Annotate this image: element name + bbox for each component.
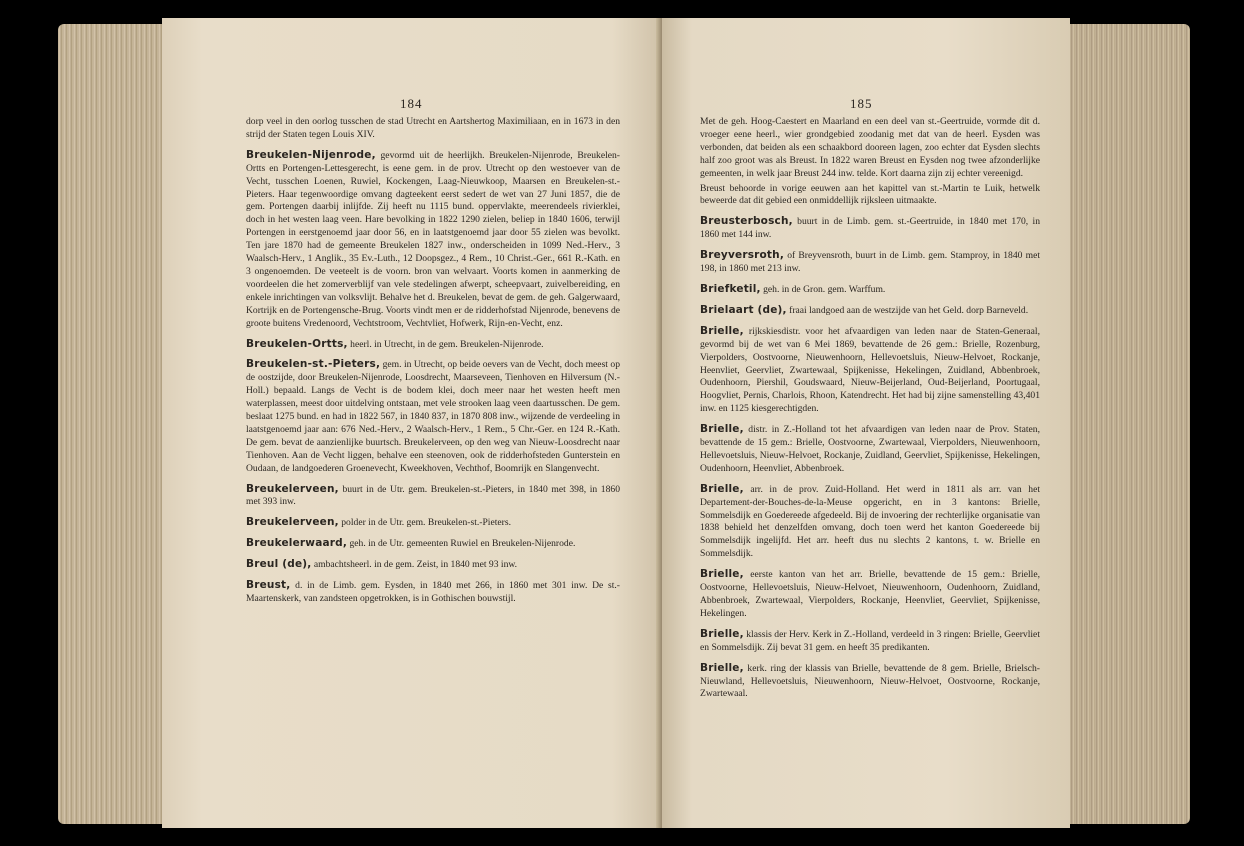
- entry: [700, 215, 1040, 242]
- entry: [700, 249, 1040, 276]
- entry-text: kerk. ring der klassis van Brielle, bevattende de 8 gem. Brielle, Brielsch-Nieuwland, Hellevoetsluis, Nieuwenhoorn, Nieuw-Helvoet, Oostvoorne, Rockanje, Zwartewaal.: [700, 662, 1040, 700]
- right-page: [662, 18, 1070, 828]
- entry: [700, 662, 1040, 702]
- headword: Breukelerveen,: [246, 516, 339, 529]
- entry: [246, 149, 620, 331]
- entry: [246, 338, 620, 352]
- headword: Breukelerwaard,: [246, 537, 348, 550]
- entry-text: eerste kanton van het arr. Brielle, bevattende de 15 gem.: Brielle, Oostvoorne, Hellevoetsluis, Nieuw-Helvoet, Nieuwenhoorn, Oudenhoorn, Zuidland, Abbenbroek, Zwartewaal, Vierpolders, Rockanje, Heenvliet, Geervliet, Spijkenisse, Hekelingen.: [700, 569, 1040, 619]
- headword: Breusterbosch,: [700, 215, 793, 228]
- entry-text: polder in de Utr. gem. Breukelen-st.-Pieters.: [338, 517, 511, 529]
- entry: [246, 358, 620, 475]
- entry-text: ambachtsheerl. in de gem. Zeist, in 1840 met 93 inw.: [311, 559, 518, 571]
- entry: [700, 568, 1040, 621]
- entry: [700, 483, 1040, 561]
- headword: Breust,: [246, 579, 291, 592]
- entry-text: of Breyvensroth, buurt in de Limb. gem. Stamproy, in 1840 met 198, in 1860 met 213 inw.: [700, 250, 1040, 275]
- page-number: 184: [400, 96, 423, 111]
- paragraph: dorp veel in den oorlog tusschen de stad Utrecht en Aartshertog Maximiliaan, en in 1673 in den strijd der Staten tegen Louis XIV.: [246, 116, 620, 140]
- headword: Brielle,: [700, 482, 744, 495]
- headword: Brielle,: [700, 423, 744, 436]
- headword: Breyversroth,: [700, 249, 785, 262]
- entry: [700, 423, 1040, 476]
- entry-text: geh. in de Gron. gem. Warffum.: [760, 283, 886, 295]
- right-text-column: [700, 116, 1040, 708]
- entry: [700, 283, 1040, 297]
- entry: [246, 579, 620, 606]
- entry-text: gevormd uit de heerlijkh. Breukelen-Nijenrode, Breukelen-Ortts en Portengen-Lettesgerecht, is eene gem. in de prov. Utrecht op den westoever van de Vecht, tusschen Loenen, Ruwiel, Kockengen, Laag-Nieuwkoop, Maarsen en Breukelen-st.-Pieters. Haar tegenwoordige omvang dagteekent eerst sedert de wet van 27 Juni 1857, die de gem. Portengen daarbij inlijfde. Zij heeft nu 1115 bund. oppervlakte, meerendeels rivierklei, doch in het westen laag veen. Hare bevolking in 1822 1290 zielen, beliep in 1840 1606, terwijl Portengen in eerstgenoemd jaar door 56, en in laatstgenoemd jaar door 55 zielen was bevolkt. Ten jare 1870 had de gemeente Breukelen 1827 inw., onderscheiden in 1099 Ned.-Herv., 3 Waalsch-Herv., 1 Anglik., 35 Ev.-Luth., 12 Doopsgez., 4 Rem., 10 Christ.-Ger., 661 R.-Kath. en 3 ongenoemden. De veeteelt is de voorn. bron van welvaart. Voorts komen in aanmerking de voordeelen die het zomerverblijf van vele stedelingen afwerpt, scheepvaart, zuivelbereiding, en enkele inrichtingen van volksvlijt. Behalve het d. Breukelen, bevat de gem. de geh. Galgerwaard, Kortrijk en de Portengensche-Brug. Voorts vindt men er de ridderhofstad Nijenrode, benevens de groote buitens Vredenoord, Vechtstroom, Vechtvliet, Hofwerk, Rijn-en-Vecht, enz.: [246, 149, 620, 329]
- headword: Breukelen-st.-Pieters,: [246, 358, 381, 371]
- headword: Breukelerveen,: [246, 482, 339, 495]
- headword: Brielaart (de),: [700, 303, 787, 316]
- headword: Brielle,: [700, 568, 744, 581]
- entry: [700, 325, 1040, 416]
- entry-text: buurt in de Utr. gem. Breukelen-st.-Pieters, in 1840 met 398, in 1860 met 393 inw.: [246, 483, 620, 508]
- headword: Breukelen-Nijenrode,: [246, 148, 376, 161]
- page-number: 185: [850, 96, 873, 111]
- entry-text: klassis der Herv. Kerk in Z.-Holland, verdeeld in 3 ringen: Brielle, Geervliet en Sommelsdijk. Zij bevat 31 gem. en heeft 35 predikanten.: [700, 628, 1040, 653]
- headword: Brielle,: [700, 324, 744, 337]
- headword: Breukelen-Ortts,: [246, 337, 348, 350]
- entry: [700, 304, 1040, 318]
- entry: [246, 537, 620, 551]
- entry-text: gem. in Utrecht, op beide oevers van de Vecht, doch meest op de oostzijde, door Breukelen-Nijenrode, Loosdrecht, Maarseveen, Tienhoven en Hilversum (N.-Holl.) bepaald. Langs de Vecht is de bodem klei, doch meer naar het westen heeft men waterplassen, meest door uitdelving ontstaan, met vele strooken laag veen daartusschen. De gem. beslaat 1275 bund. en had in 1822 567, in 1840 837, in 1870 808 inw., wijzende de verdeeling in laatstgenoemd jaar aan: 676 Ned.-Herv., 2 Waalsch-Herv., 1 Rem., 5 Chr.-Ger. en 124 R.-Kath. De gem. bevat de aanzienlijke buurtsch. Breukelerveen, op den weg van Nieuw-Loosdrecht naar Tienhoven. Aan de Vecht liggen, behalve een steenoven, ook de ridderhofsteden Gunterstein en Oudaan, de landgoederen Groenevecht, Kweekhoven, Vechthof, Boomrijk en Slangenvecht.: [246, 359, 620, 474]
- paragraph: Met de geh. Hoog-Caestert en Maarland en een deel van st.-Geertruide, vormde dit d. vroeger eene heerl., wier grondgebied zoodanig met dat van de heerl. Eysden was verbonden, dat beiden als een schaakbord dooreen lagen, zoo echter dat Eysden slechts half zoo groot was als Breust. In 1822 waren Breust en Eysden nog twee afzonderlijke gemeenten, in welk jaar Breust 244 inw. telde. Kort daarna zijn zij echter vereenigd.: [700, 116, 1040, 179]
- page-edges-left: [58, 24, 166, 824]
- entry-text: arr. in de prov. Zuid-Holland. Het werd in 1811 als arr. van het Departement-der-Bouches-de-la-Meuse opgericht, en in 3 kantons: Brielle, Sommelsdijk en Goedereede afgedeeld. Bij de invoering der rechterlijke organisatie van 1838 behield het denzelfden omvang, doch toen werd het kanton Goedereede bij Sommelsdijk ingelijfd. Het arr. heeft dus nu slechts 2 kantons, t. w. Brielle en Sommelsdijk.: [700, 483, 1040, 560]
- headword: Briefketil,: [700, 282, 761, 295]
- entry: [700, 628, 1040, 655]
- left-page: [162, 18, 662, 828]
- entry: [246, 516, 620, 530]
- headword: Brielle,: [700, 661, 744, 674]
- entry-text: d. in de Limb. gem. Eysden, in 1840 met 266, in 1860 met 301 inw. De st.-Maartenskerk, van zandsteen opgetrokken, is in Gothischen bouwstijl.: [246, 580, 620, 604]
- headword: Brielle,: [700, 627, 744, 640]
- entry-text: heerl. in Utrecht, in de gem. Breukelen-Nijenrode.: [347, 338, 544, 350]
- headword: Breul (de),: [246, 558, 312, 571]
- open-book: [58, 18, 1190, 830]
- entry-text: buurt in de Limb. gem. st.-Geertruide, in 1840 met 170, in 1860 met 144 inw.: [700, 216, 1040, 241]
- entry-text: distr. in Z.-Holland tot het afvaardigen van leden naar de Prov. Staten, bevattende de 15 gem.: Brielle, Oostvoorne, Zwartewaal, Vierpolders, Nieuwenhoorn, Hellevoetsluis, Nieuw-Helvoet, Rockanje, Zuidland, Geervliet, Spijkenisse, Hekelingen, Oudenhoorn, Heenvliet, Abbenbroek.: [700, 424, 1040, 474]
- paragraph: Breust behoorde in vorige eeuwen aan het kapittel van st.-Martin te Luik, hetwelk beweerde dat dit gebied een onmiddellijk rijksleen uitmaakte.: [700, 182, 1040, 207]
- page-edges-right: [1070, 24, 1190, 824]
- entry-text: rijkskiesdistr. voor het afvaardigen van leden naar de Staten-Generaal, gevormd bij de wet van 6 Mei 1869, bevattende de 26 gem.: Brielle, Rozenburg, Vierpolders, Oostvoorne, Nieuwenhoorn, Hellevoetsluis, Nieuw-Helvoet, Rockanje, Heenvliet, Geervliet, Zwartewaal, Spijkenisse, Hekelingen, Zuidland, Abbenbroek, Oudenhoorn, Piershil, Goudswaard, Nieuw-Beijerland, Oud-Beijerland, Poortugaal, Hoogvliet, Pernis, Charlois, Rhoon, Katendrecht. Het had bij zijne samenstelling 43,401 inw. en 1125 kiesgerechtigden.: [700, 325, 1040, 415]
- entry: [246, 483, 620, 510]
- entry-text: geh. in de Utr. gemeenten Ruwiel en Breukelen-Nijenrode.: [347, 538, 576, 550]
- entry-text: fraai landgoed aan de westzijde van het Geld. dorp Barneveld.: [786, 304, 1029, 316]
- left-text-column: [246, 116, 620, 613]
- entry: [246, 558, 620, 572]
